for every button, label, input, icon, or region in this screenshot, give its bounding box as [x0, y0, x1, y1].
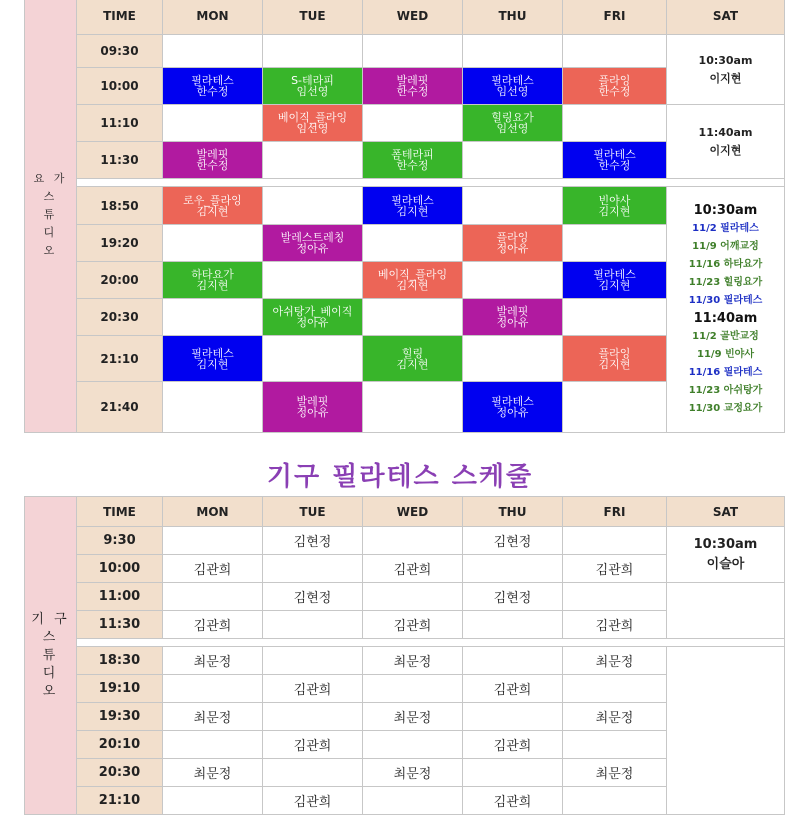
class-slot — [363, 262, 463, 299]
slot — [263, 611, 363, 639]
slot — [563, 787, 667, 815]
slot — [163, 787, 263, 815]
empty-slot — [463, 262, 563, 299]
time-cell: 20:30 — [77, 299, 163, 336]
slot: 김관희 — [463, 675, 563, 703]
class-teacher: 김지현 — [598, 357, 631, 371]
class-slot — [363, 336, 463, 382]
class-slot — [463, 299, 563, 336]
slot: 최문정 — [163, 647, 263, 675]
slot: 최문정 — [163, 759, 263, 787]
time-cell: 10:00 — [77, 555, 163, 583]
class-slot — [463, 382, 563, 433]
class-name: 필라테스 — [191, 74, 234, 87]
slot: 김관희 — [163, 611, 263, 639]
section-divider — [77, 639, 785, 647]
class-name: 발레스트레칭 — [280, 231, 345, 244]
class-teacher: 김지현 — [196, 279, 229, 292]
header-thu: THU — [463, 0, 563, 35]
notes-item: 11/23 힐링요가 — [688, 276, 763, 288]
side-label-char: 오 — [43, 243, 58, 257]
slot: 최문정 — [563, 703, 667, 731]
class-name: 발레핏 — [296, 395, 329, 408]
class-teacher: 김지현 — [598, 204, 631, 218]
class-slot — [263, 225, 363, 262]
class-slot — [263, 299, 363, 336]
header-fri: FRI — [563, 497, 667, 527]
empty-slot — [563, 105, 667, 142]
empty-slot — [363, 105, 463, 142]
slot — [263, 647, 363, 675]
notes-item: 11/30 필라테스 — [688, 294, 763, 306]
header-sat: SAT — [667, 0, 785, 35]
sat-class-1 — [667, 35, 785, 105]
class-name: 베이직_플라잉 — [377, 268, 448, 281]
time-cell: 11:30 — [77, 611, 163, 639]
empty-slot — [163, 382, 263, 433]
sat-empty — [667, 647, 785, 815]
notes-item: 11/9 빈야사 — [697, 348, 754, 360]
time-cell: 9:30 — [77, 527, 163, 555]
class-teacher: 정아유 — [496, 406, 529, 419]
class-name: 발레핏 — [496, 305, 529, 318]
empty-slot — [263, 262, 363, 299]
class-teacher: 한수정 — [598, 159, 631, 172]
pilates-schedule — [24, 496, 784, 815]
header-mon: MON — [163, 0, 263, 35]
class-slot — [163, 68, 263, 105]
class-slot — [463, 225, 563, 262]
slot — [563, 675, 667, 703]
side-label-char: 디 — [43, 225, 58, 239]
class-name: 필라테스 — [491, 74, 534, 87]
class-teacher: 정아유 — [296, 406, 329, 419]
empty-slot — [563, 382, 667, 433]
slot — [463, 555, 563, 583]
class-teacher: 한수정 — [196, 85, 229, 98]
side-label-char: 스 — [42, 629, 59, 645]
time-cell: 20:10 — [77, 731, 163, 759]
slot — [463, 759, 563, 787]
class-name: 빈야사 — [598, 193, 631, 207]
header-fri: FRI — [563, 0, 667, 35]
empty-slot — [163, 35, 263, 68]
class-slot — [563, 262, 667, 299]
empty-slot — [163, 225, 263, 262]
slot — [463, 703, 563, 731]
slot — [263, 759, 363, 787]
slot — [163, 731, 263, 759]
class-name: S-테라피 — [291, 74, 334, 87]
slot: 김현정 — [263, 583, 363, 611]
slot: 김관희 — [363, 611, 463, 639]
slot: 최문정 — [363, 759, 463, 787]
empty-slot — [263, 35, 363, 68]
class-name: 필라테스 — [391, 193, 434, 207]
class-teacher: 정아유 — [496, 316, 529, 329]
pilates-title: 기구 필라테스 스케줄 — [266, 462, 534, 492]
class-slot — [263, 105, 363, 142]
class-slot — [163, 262, 263, 299]
slot — [363, 583, 463, 611]
side-label-char: 스 — [43, 189, 58, 203]
side-label-line: 요 가 — [33, 171, 68, 185]
sat-class-teacher: 이지현 — [709, 71, 742, 85]
class-name: 하타요가 — [191, 268, 234, 281]
slot — [463, 647, 563, 675]
empty-slot — [463, 187, 563, 225]
empty-slot — [363, 382, 463, 433]
class-teacher: 김지현 — [598, 279, 631, 292]
empty-slot — [463, 336, 563, 382]
time-cell: 11:10 — [77, 105, 163, 142]
time-cell: 18:30 — [77, 647, 163, 675]
sat-class-time: 11:40am — [698, 125, 753, 139]
notes-item: 11/16 필라테스 — [688, 366, 763, 378]
class-slot — [163, 336, 263, 382]
slot: 김현정 — [463, 583, 563, 611]
slot — [363, 527, 463, 555]
class-teacher: 김지현 — [396, 357, 429, 371]
time-cell: 20:00 — [77, 262, 163, 299]
sat-class-teacher: 이지현 — [709, 143, 742, 157]
time-cell: 19:20 — [77, 225, 163, 262]
header-wed: WED — [363, 0, 463, 35]
time-cell: 20:30 — [77, 759, 163, 787]
class-slot — [563, 336, 667, 382]
empty-slot — [363, 225, 463, 262]
pilates-table — [24, 496, 785, 815]
slot: 김관희 — [363, 555, 463, 583]
class-slot — [463, 105, 563, 142]
empty-slot — [563, 225, 667, 262]
header-tue: TUE — [263, 0, 363, 35]
notes-item: 11/9 어깨교정 — [692, 240, 759, 252]
empty-slot — [563, 35, 667, 68]
class-name: 폼테라피 — [391, 148, 434, 161]
class-name: 필라테스 — [191, 346, 234, 360]
slot: 최문정 — [563, 647, 667, 675]
slot — [363, 731, 463, 759]
empty-slot — [563, 299, 667, 336]
slot: 김관희 — [463, 787, 563, 815]
class-name: 필라테스 — [593, 268, 636, 281]
class-teacher: 한수정 — [396, 85, 429, 98]
class-slot — [263, 382, 363, 433]
slot: 김관희 — [163, 555, 263, 583]
class-slot — [463, 68, 563, 105]
class-name: 아쉬탕가_베이직 — [272, 305, 353, 318]
side-label-char: 튜 — [42, 647, 59, 663]
sat-notes — [667, 187, 785, 433]
class-teacher: 김지현 — [196, 204, 229, 218]
class-teacher: 한수정 — [598, 85, 631, 98]
class-teacher: 정아유 — [496, 242, 529, 255]
sat-class-time: 10:30am — [698, 53, 753, 67]
header-sat: SAT — [667, 497, 785, 527]
yoga-side-label — [25, 0, 77, 433]
section-divider — [77, 179, 785, 187]
class-name: 힐링 — [401, 346, 424, 360]
class-slot — [163, 142, 263, 179]
class-teacher: 김지현 — [396, 279, 429, 292]
empty-slot — [263, 142, 363, 179]
header-time: TIME — [77, 0, 163, 35]
slot — [263, 703, 363, 731]
time-cell: 21:10 — [77, 787, 163, 815]
side-label-line: 기 구 — [31, 611, 70, 627]
class-name: 발레핏 — [396, 74, 429, 87]
yoga-table — [24, 0, 785, 433]
slot: 김관희 — [563, 611, 667, 639]
side-label-char: 튜 — [43, 207, 58, 221]
header-wed: WED — [363, 497, 463, 527]
notes-item: 11/16 하타요가 — [688, 258, 763, 270]
time-cell: 09:30 — [77, 35, 163, 68]
sat-class-time: 10:30am — [693, 536, 758, 552]
slot: 김현정 — [263, 527, 363, 555]
slot — [563, 583, 667, 611]
sat-class-2 — [667, 105, 785, 179]
time-cell: 21:10 — [77, 336, 163, 382]
slot: 김관희 — [263, 675, 363, 703]
slot — [463, 611, 563, 639]
notes-item: 11/2 골반교정 — [692, 330, 759, 342]
slot: 최문정 — [163, 703, 263, 731]
class-name: 베이직_플라잉 — [277, 111, 348, 124]
class-slot — [563, 142, 667, 179]
empty-slot — [463, 142, 563, 179]
sat-class-teacher: 이슬아 — [706, 556, 745, 572]
class-slot — [563, 68, 667, 105]
notes-heading: 11:40am — [693, 310, 758, 326]
slot — [363, 675, 463, 703]
pilates-side-label — [25, 497, 77, 815]
header-tue: TUE — [263, 497, 363, 527]
slot — [263, 555, 363, 583]
notes-item: 11/23 아쉬탕가 — [688, 384, 763, 396]
empty-slot — [463, 35, 563, 68]
slot: 김관희 — [263, 787, 363, 815]
class-name: 플라잉 — [598, 74, 631, 87]
time-cell: 19:10 — [77, 675, 163, 703]
time-cell: 11:30 — [77, 142, 163, 179]
slot — [163, 527, 263, 555]
empty-slot — [163, 105, 263, 142]
class-teacher: 임선영 — [296, 85, 329, 98]
header-mon: MON — [163, 497, 263, 527]
class-teacher: 한수정 — [396, 159, 429, 172]
class-teacher: 김지현 — [396, 204, 429, 218]
time-cell: 10:00 — [77, 68, 163, 105]
class-slot — [163, 187, 263, 225]
notes-item: 11/2 필라테스 — [692, 222, 759, 234]
class-name: 로우_플라잉 — [183, 193, 242, 207]
slot — [163, 675, 263, 703]
class-name: 발레핏 — [196, 148, 229, 161]
class-teacher: 김지현 — [196, 357, 229, 371]
header-thu: THU — [463, 497, 563, 527]
sat-class — [667, 527, 785, 583]
slot: 김관희 — [463, 731, 563, 759]
class-name: 플라잉 — [496, 231, 529, 244]
class-teacher: 한수정 — [196, 159, 229, 172]
class-slot — [563, 187, 667, 225]
class-name: 플라잉 — [598, 346, 631, 360]
slot: 김관희 — [263, 731, 363, 759]
empty-slot — [363, 299, 463, 336]
empty-slot — [363, 35, 463, 68]
time-cell: 21:40 — [77, 382, 163, 433]
slot — [363, 787, 463, 815]
sat-empty — [667, 583, 785, 639]
yoga-schedule — [24, 0, 784, 433]
slot — [563, 731, 667, 759]
class-name: 힐링요가 — [491, 111, 534, 124]
slot: 최문정 — [363, 647, 463, 675]
slot — [563, 527, 667, 555]
class-teacher: 임선영 — [296, 122, 329, 135]
class-name: 필라테스 — [593, 148, 636, 161]
notes-heading: 10:30am — [693, 202, 758, 218]
time-cell: 18:50 — [77, 187, 163, 225]
slot: 김관희 — [563, 555, 667, 583]
empty-slot — [263, 187, 363, 225]
class-slot — [263, 68, 363, 105]
empty-slot — [163, 299, 263, 336]
time-cell: 11:00 — [77, 583, 163, 611]
side-label-char: 디 — [42, 665, 59, 681]
class-teacher: 정아유 — [296, 242, 329, 255]
slot: 최문정 — [563, 759, 667, 787]
class-teacher: 정아유 — [296, 316, 329, 329]
header-time: TIME — [77, 497, 163, 527]
notes-item: 11/30 교정요가 — [688, 402, 763, 414]
slot: 최문정 — [363, 703, 463, 731]
slot: 김현정 — [463, 527, 563, 555]
class-name: 필라테스 — [491, 395, 534, 408]
side-label-char: 오 — [42, 683, 59, 699]
class-slot — [363, 68, 463, 105]
slot — [163, 583, 263, 611]
class-teacher: 임선영 — [496, 85, 529, 98]
class-slot — [363, 142, 463, 179]
class-teacher: 임선영 — [496, 122, 529, 135]
time-cell: 19:30 — [77, 703, 163, 731]
class-slot — [363, 187, 463, 225]
empty-slot — [263, 336, 363, 382]
